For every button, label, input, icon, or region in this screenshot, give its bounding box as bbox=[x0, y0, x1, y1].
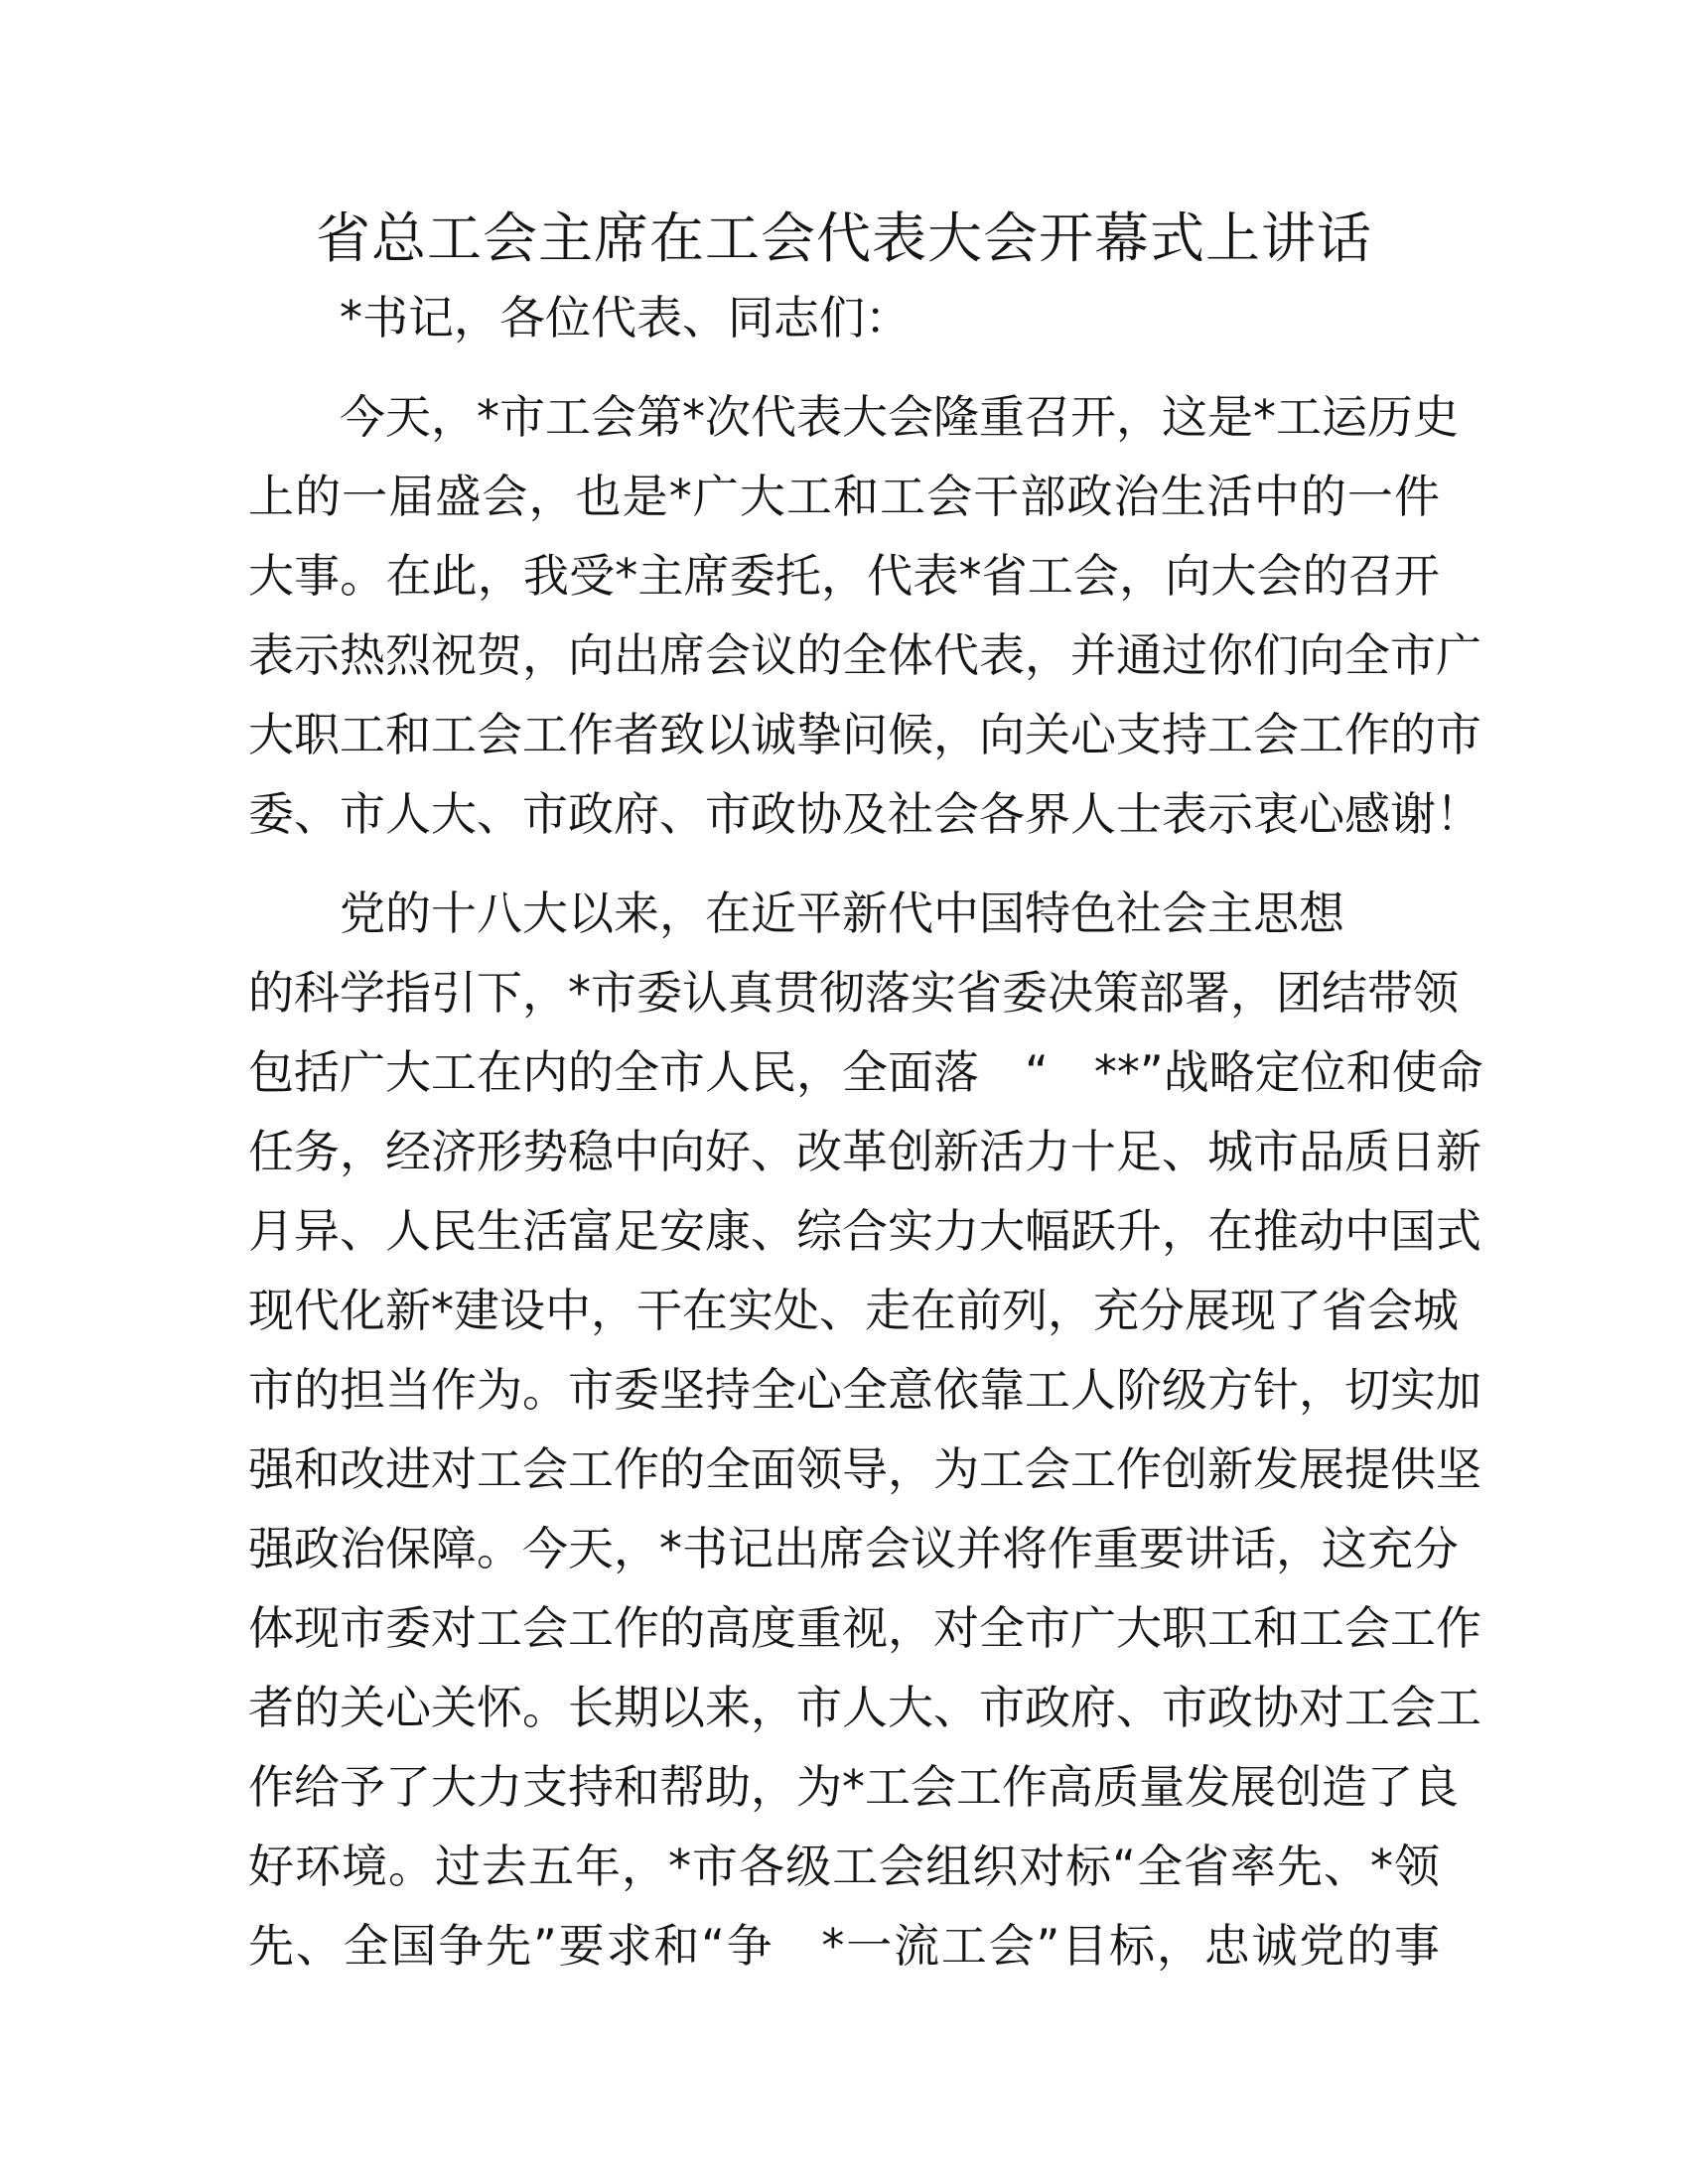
text-line: 市的担当作为。市委坚持全心全意依靠工人阶级方针，切实加 bbox=[248, 1363, 1481, 1417]
text-line: 委、市人大、市政府、市政协及社会各界人士表示衷心感谢！ bbox=[248, 787, 1481, 841]
text-line: 先、全国争先”要求和“争 *一流工会”目标，忠诚党的事 bbox=[248, 1919, 1440, 1973]
text-line: 今天，*市工会第*次代表大会隆重召开，这是*工运历史 bbox=[340, 390, 1459, 444]
text-line: 党的十八大以来，在近平新代中国特色社会主思想 bbox=[340, 887, 1344, 940]
paragraph-1 bbox=[248, 377, 1481, 854]
text-line: 上的一届盛会，也是*广大工和工会干部政治生活中的一件 bbox=[248, 470, 1440, 523]
text-line: 强政治保障。今天，*书记出席会议并将作重要讲话，这充分 bbox=[248, 1522, 1459, 1575]
text-line: 表示热烈祝贺，向出席会议的全体代表，并通过你们向全市广 bbox=[248, 628, 1481, 682]
text-line: 体现市委对工会工作的高度重视，对全市广大职工和工会工作 bbox=[248, 1601, 1481, 1655]
text-line: 大事。在此，我受*主席委托，代表*省工会，向大会的召开 bbox=[248, 549, 1440, 603]
text-line: 任务，经济形势稳中向好、改革创新活力十足、城市品质日新 bbox=[248, 1125, 1481, 1178]
salutation-paragraph bbox=[248, 278, 1440, 357]
text-line: 作给予了大力支持和帮助，为*工会工作高质量发展创造了良 bbox=[248, 1760, 1459, 1814]
text-line: 月异、人民生活富足安康、综合实力大幅跃升，在推动中国式 bbox=[248, 1204, 1481, 1258]
text-line: 现代化新*建设中，干在实处、走在前列，充分展现了省会城 bbox=[248, 1284, 1459, 1337]
text-line: 者的关心关怀。长期以来，市人大、市政府、市政协对工会工 bbox=[248, 1681, 1481, 1734]
text-line: 强和改进对工会工作的全面领导，为工会工作创新发展提供坚 bbox=[248, 1442, 1481, 1496]
text-line: 大职工和工会工作者致以诚挚问候，向关心支持工会工作的市 bbox=[248, 708, 1481, 761]
text-line: 的科学指引下，*市委认真贯彻落实省委决策部署，团结带领 bbox=[248, 966, 1459, 1020]
salutation-line: *书记，各位代表、同志们： bbox=[340, 291, 911, 344]
text-line: 好环境。过去五年，*市各级工会组织对标“全省率先、*领 bbox=[248, 1840, 1440, 1893]
document-title: 省总工会主席在工会代表大会开幕式上讲话 bbox=[315, 206, 1372, 270]
text-line: 包括广大工在内的全市人民，全面落 “ **”战略定位和使命 bbox=[248, 1045, 1483, 1099]
paragraph-2 bbox=[248, 874, 1483, 1985]
document-body bbox=[248, 278, 1483, 1985]
